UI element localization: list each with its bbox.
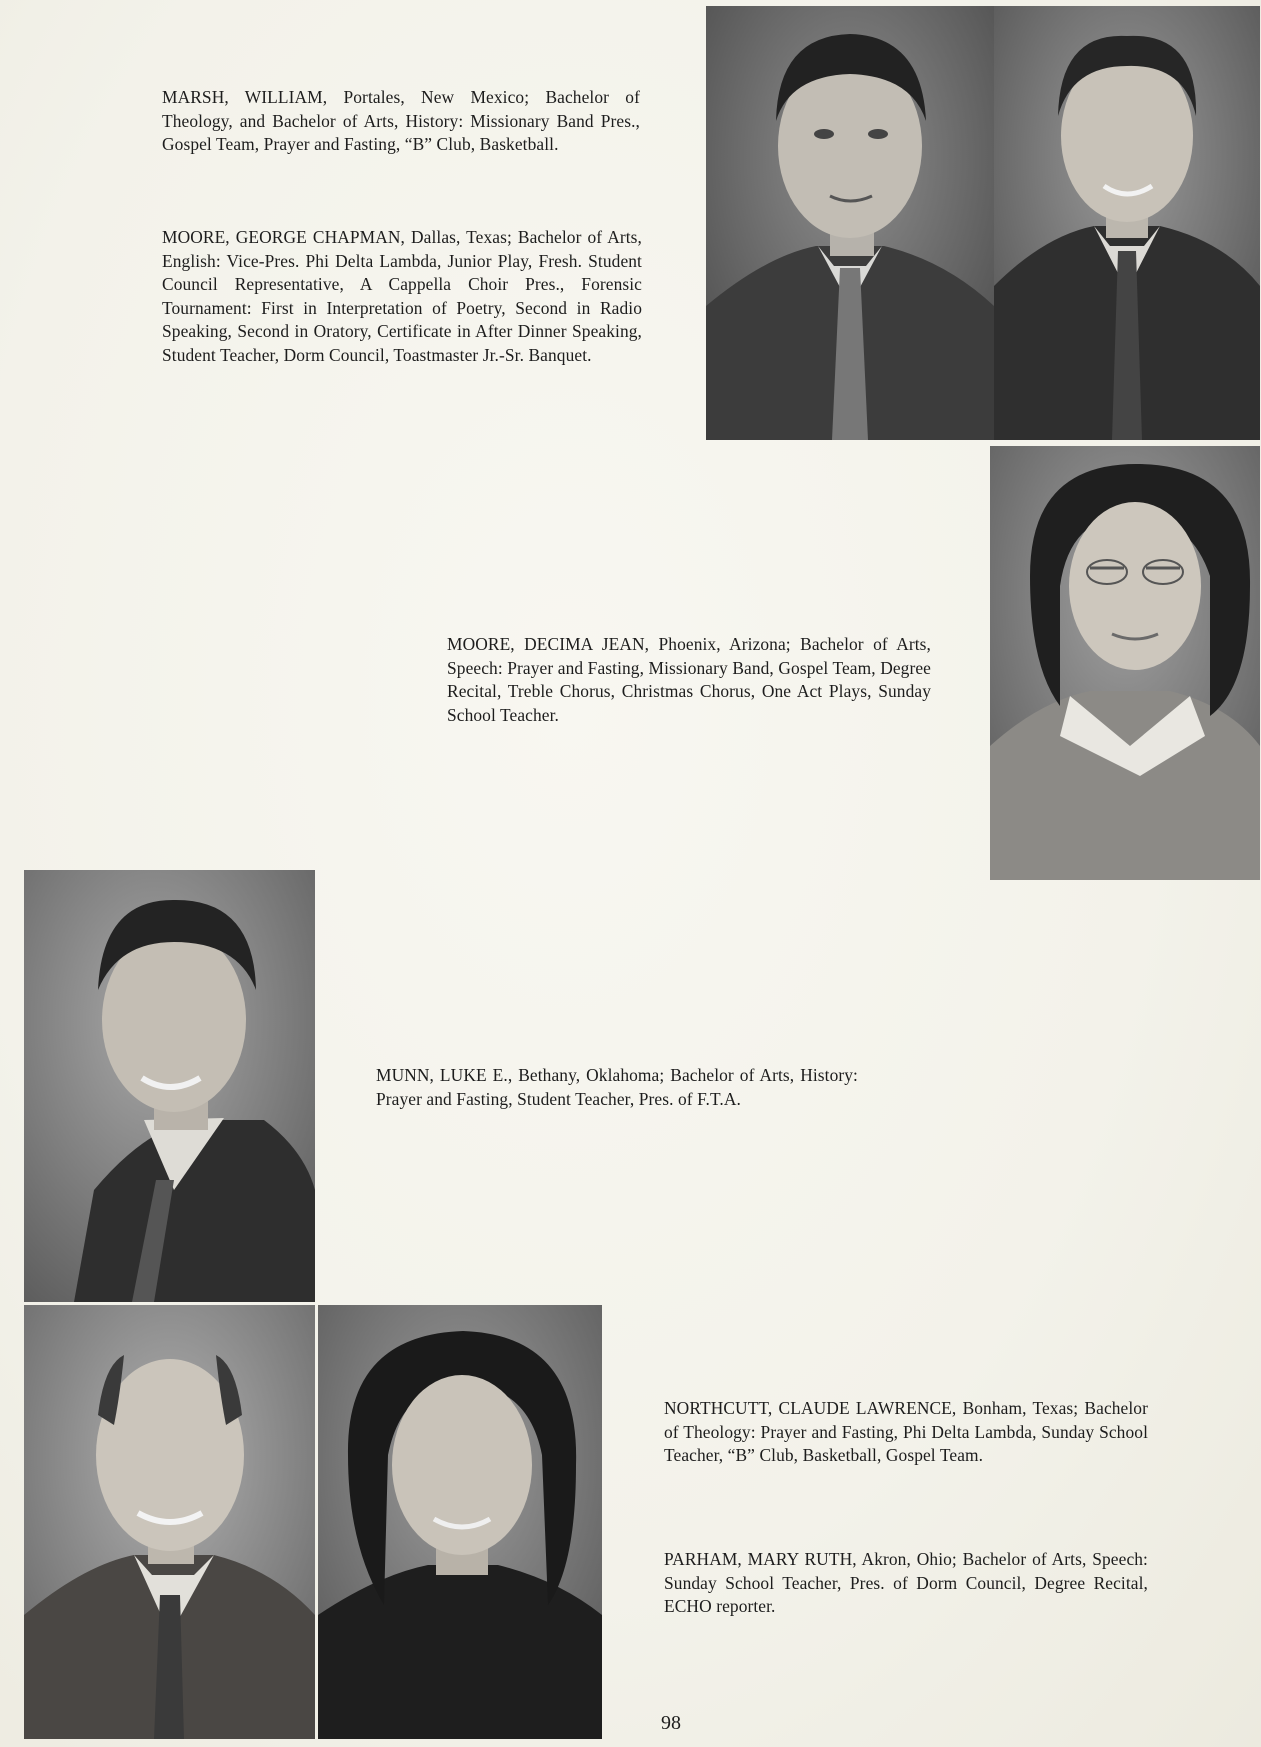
bio-northcutt bbox=[664, 1397, 1148, 1468]
page-number: 98 bbox=[661, 1712, 681, 1734]
bio-text: PARHAM, MARY RUTH, Akron, Ohio; Bachelor of Arts, Speech: Sunday School Teacher, Pres. of Dorm Council, Degree Recital, ECHO reporter. bbox=[664, 1549, 1148, 1617]
bio-marsh bbox=[162, 86, 640, 157]
bio-munn bbox=[376, 1064, 858, 1111]
portrait-photo-northcutt bbox=[24, 1305, 315, 1739]
bio-moore-decima bbox=[447, 633, 931, 727]
portrait-photo-moore-decima bbox=[990, 446, 1260, 880]
portrait-photo-munn bbox=[24, 870, 315, 1302]
portrait-photo-parham bbox=[318, 1305, 602, 1739]
bio-moore-george bbox=[162, 226, 642, 368]
bio-parham bbox=[664, 1548, 1148, 1619]
bio-text: MOORE, DECIMA JEAN, Phoenix, Arizona; Bachelor of Arts, Speech: Prayer and Fasting, Missionary Band, Gospel Team, Degree Recital, Treble Chorus, Christmas Chorus, One Act Plays, Sunday School Teacher. bbox=[447, 634, 931, 725]
portrait-photo-marsh bbox=[706, 6, 994, 440]
portrait-photo-moore-george bbox=[994, 6, 1260, 440]
bio-text: MUNN, LUKE E., Bethany, Oklahoma; Bachelor of Arts, History: Prayer and Fasting, Student Teacher, Pres. of F.T.A. bbox=[376, 1065, 858, 1109]
bio-text: MARSH, WILLIAM, Portales, New Mexico; Bachelor of Theology, and Bachelor of Arts, History: Missionary Band Pres., Gospel Team, Prayer and Fasting, “B” Club, Basketball. bbox=[162, 87, 640, 155]
bio-text: MOORE, GEORGE CHAPMAN, Dallas, Texas; Bachelor of Arts, English: Vice-Pres. Phi Delta Lambda, Junior Play, Fresh. Student Council Representative, A Cappella Choir Pres., Forensic Tournament: First in Interpretation of Poetry, Second in Radio Speaking, Second in Oratory, Certificate in After Dinner Speaking, Student Teacher, Dorm Council, Toastmaster Jr.-Sr. Banquet. bbox=[162, 227, 642, 365]
bio-text: NORTHCUTT, CLAUDE LAWRENCE, Bonham, Texas; Bachelor of Theology: Prayer and Fasting, Phi Delta Lambda, Sunday School Teacher, “B” Club, Basketball, Gospel Team. bbox=[664, 1398, 1148, 1466]
